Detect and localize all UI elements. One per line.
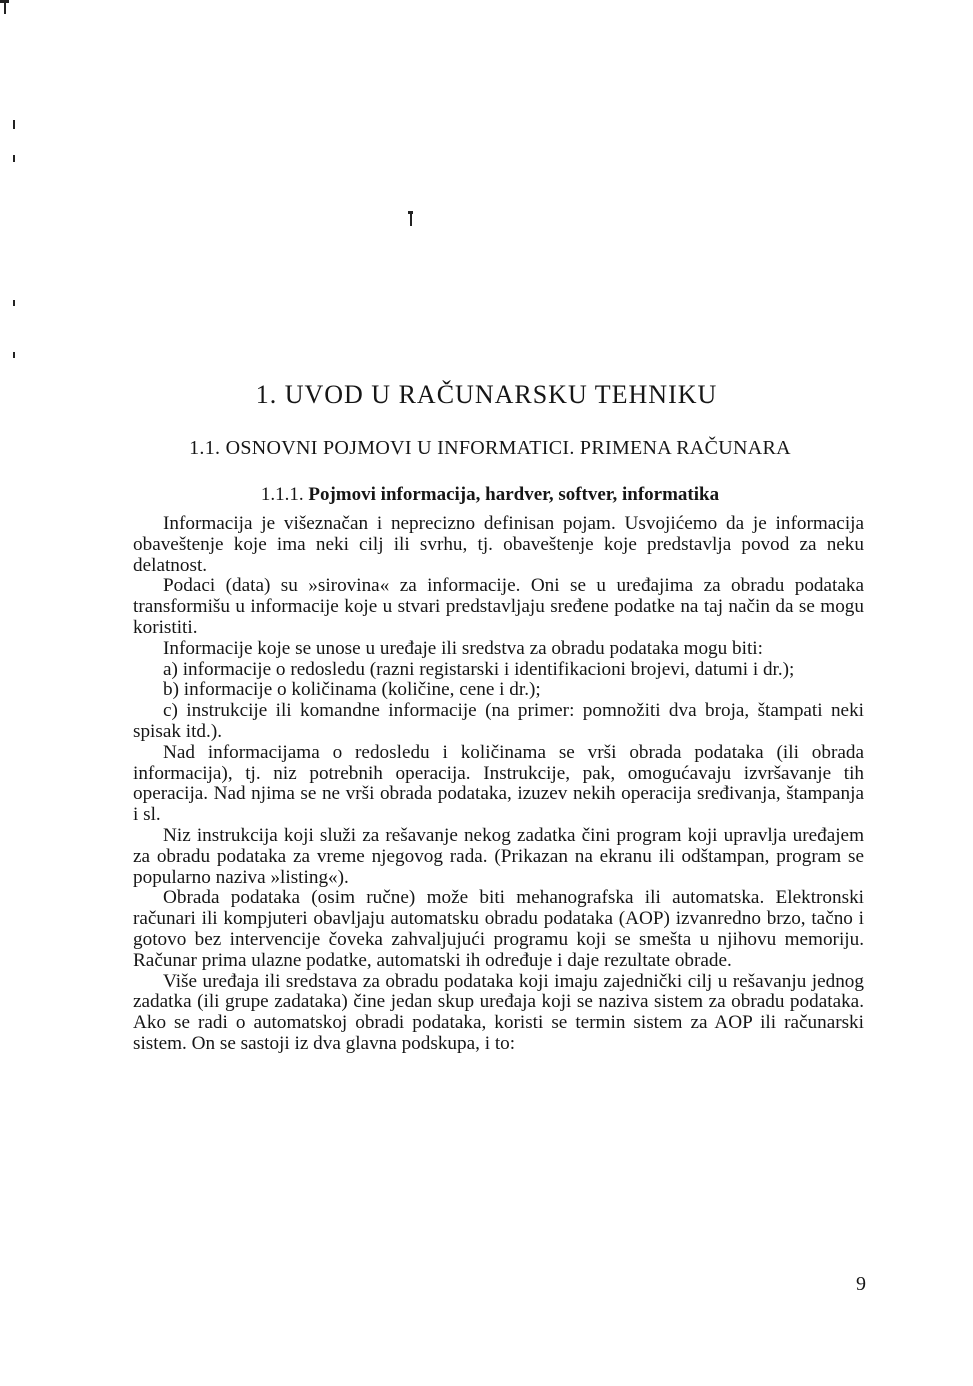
paragraph: Nad informacijama o redosledu i količinama se vrši obrada podataka (ili obrada informacija), tj. niz potrebnih operacija. Instrukcije, pak, omogućavaju izvršavanje tih operacija. Nad njima se ne vrši obrada podataka, izuzev nekih operacija sređivanja, štampanja i sl. [133, 741, 864, 826]
scan-artifact-margin [13, 352, 15, 358]
subsection-title [140, 482, 840, 508]
scan-artifact-corner [4, 0, 6, 14]
scan-artifact-margin [13, 300, 15, 306]
scan-artifact-smudge [410, 214, 412, 226]
section-title: 1.1. OSNOVNI POJMOVI U INFORMATICI. PRIMENA RAČUNARA [189, 437, 791, 459]
subsection-heading: Pojmovi informacija, hardver, softver, informatika [308, 484, 720, 505]
paragraph: Podaci (data) su »sirovina« za informacije. Oni se u uređajima za obradu podataka transformišu u informacije koje u stvari predstavljaju sređene podatke na taj način da se mogu koristiti. [133, 575, 864, 638]
subsection-number: 1.1.1. [260, 484, 304, 505]
chapter-title: 1. UVOD U RAČUNARSKU TEHNIKU [255, 380, 718, 409]
paragraph: Informacije koje se unose u uređaje ili sredstva za obradu podataka mogu biti: [163, 637, 763, 659]
paragraph: Niz instrukcija koji služi za rešavanje nekog zadatka čini program koji upravlja uređajem za obradu podataka za vreme njegovog rada. (Prikazan na ekranu ili odštampan, program se popularno naziva »listing«). [133, 824, 864, 888]
paragraph: Više uređaja ili sredstava za obradu podataka koji imaju zajednički cilj u rešavanju jednog zadatka (ili grupe zadataka) čine jedan skup uređaja koji se naziva sistem za obradu podataka. Ako se radi o automatskoj obradi podataka, koristi se termin sistem za AOP ili računarski sistem. On se sastoji iz dva glavna podskupa, i to: [133, 970, 864, 1054]
list-item: c) instrukcije ili komandne informacije (na primer: pomnožiti dva broja, štampati neki spisak itd.). [133, 700, 864, 742]
scan-artifact-margin [13, 155, 15, 162]
list-item: b) informacije o količinama (količine, cene i dr.); [163, 679, 541, 701]
page-number: 9 [856, 1273, 866, 1295]
list-item: a) informacije o redosledu (razni registarski i identifikacioni brojevi, datumi i dr.); [163, 658, 795, 680]
body-text [133, 514, 864, 1055]
scan-artifact-margin [13, 120, 15, 129]
paragraph: Informacija je višeznačan i neprecizno definisan pojam. Usvojićemo da je informacija obaveštenje koje ima neki cilj ili svrhu, tj. obaveštenje koje predstavlja povod za neku delatnost. [133, 513, 864, 576]
paragraph: Obrada podataka (osim ručne) može biti mehanografska ili automatska. Elektronski računari ili kompjuteri obavljaju automatsku obradu podataka (AOP) izvanredno brzo, tačno i gotovo bez intervencije čoveka zahvaljujući programu koji se smešta u njihovu memoriju. Računar prima ulazne podatke, automatski ih određuje i daje rezultate obrade. [133, 887, 864, 971]
